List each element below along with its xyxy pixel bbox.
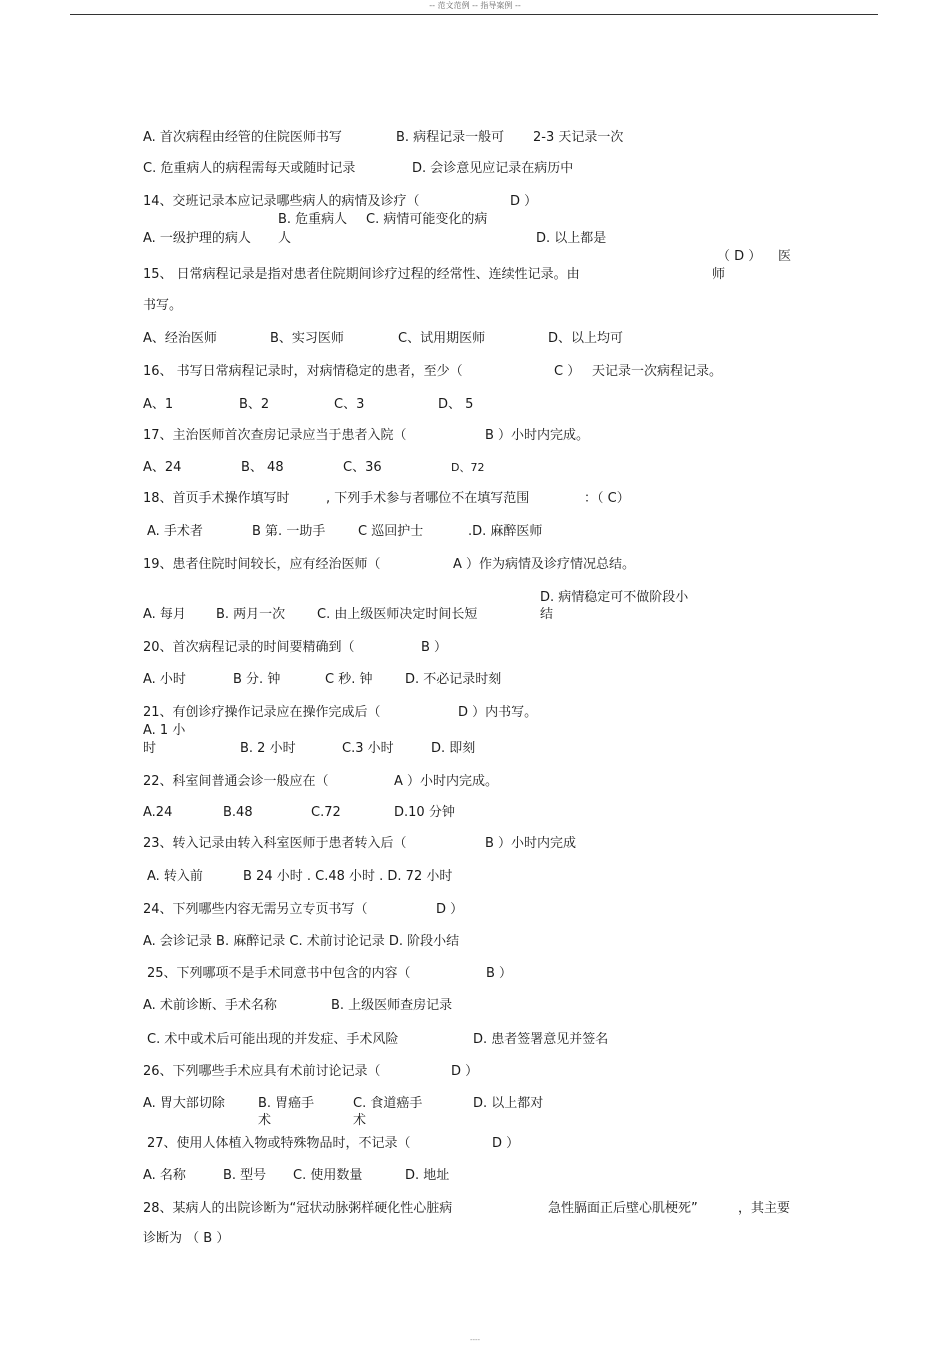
q22-option-c: C.72	[311, 805, 341, 820]
q15-option-b: B、实习医师	[270, 331, 344, 346]
q19-option-a: A. 每月	[143, 607, 186, 622]
q23-option-a: A. 转入前	[147, 869, 203, 884]
q17-option-d: D、72	[451, 461, 485, 474]
q18-option-c: C 巡回护士	[358, 524, 424, 539]
q23-stem: 23、转入记录由转入科室医师于患者转入后（	[143, 836, 407, 851]
q21-option-b: B. 2 小时	[240, 741, 296, 756]
q19-stem: 19、患者住院时间较长，应有经治医师（	[143, 557, 381, 572]
q17-answer: B ）小时内完成。	[485, 428, 590, 443]
q22-stem: 22、科室间普通会诊一般应在（	[143, 774, 329, 789]
q27-option-a: A. 名称	[143, 1168, 186, 1183]
q20-option-b: B 分. 钟	[233, 672, 281, 687]
q18-answer: ：（ C）	[584, 491, 630, 506]
q13-option-a: A. 首次病程由经管的住院医师书写	[143, 130, 342, 145]
q17-stem: 17、主治医师首次查房记录应当于患者入院（	[143, 428, 407, 443]
q19-answer: A ）作为病情及诊疗情况总结。	[453, 557, 636, 572]
q25-answer: B ）	[486, 966, 513, 981]
q26-option-b: B. 胃癌手	[258, 1096, 315, 1111]
q14-stem: 14、交班记录本应记录哪些病人的病情及诊疗（	[143, 194, 420, 209]
page-header: -- 范文范例 -- 指导案例 --	[429, 1, 521, 10]
q26-option-b-wrap: 术	[258, 1113, 272, 1128]
q24-options: A. 会诊记录 B. 麻醉记录 C. 术前讨论记录 D. 阶段小结	[143, 934, 460, 949]
q19-option-c: C. 由上级医师决定时间长短	[317, 607, 478, 622]
q25-option-a: A. 术前诊断、手术名称	[143, 998, 277, 1013]
q15-option-c: C、试用期医师	[398, 331, 486, 346]
q20-option-a: A. 小时	[143, 672, 186, 687]
q27-stem: 27、使用人体植入物或特殊物品时，不记录（	[147, 1136, 411, 1151]
q26-option-d: D. 以上都对	[473, 1096, 544, 1111]
q14-option-c: C. 病情可能变化的病	[366, 212, 488, 227]
q15-stem: 15、 日常病程记录是指对患者住院期间诊疗过程的经常性、连续性记录。由	[143, 267, 580, 282]
q21-answer: D ）内书写。	[458, 705, 538, 720]
q17-option-b: B、 48	[241, 460, 284, 475]
q14-option-b: B. 危重病人	[278, 212, 348, 227]
q21-option-c: C.3 小时	[342, 741, 394, 756]
q17-option-c: C、36	[343, 460, 382, 475]
q21-stem: 21、有创诊疗操作记录应在操作完成后（	[143, 705, 381, 720]
q22-option-d: D.10 分钟	[394, 805, 455, 820]
q18-stem: 18、首页手术操作填写时	[143, 491, 290, 506]
q20-option-d: D. 不必记录时刻	[405, 672, 502, 687]
q21-option-a-wrap: 时	[143, 741, 157, 756]
q14-option-a: A. 一级护理的病人	[143, 231, 251, 246]
page-footer: ----	[469, 1336, 481, 1344]
q19-option-d-wrap: 结	[540, 607, 554, 622]
q21-option-a: A. 1 小	[143, 723, 186, 738]
q26-option-a: A. 胃大部切除	[143, 1096, 225, 1111]
q15-tail-2: 师	[712, 267, 726, 282]
q16-answer: C ）	[554, 364, 581, 379]
q16-option-b: B、2	[239, 397, 270, 412]
q15-stem-2: 书写。	[143, 298, 183, 313]
q15-option-d: D、以上均可	[548, 331, 624, 346]
q20-answer: B ）	[421, 640, 448, 655]
q28-stem: 28、某病人的出院诊断为“冠状动脉粥样硬化性心脏病	[143, 1201, 453, 1216]
q24-answer: D ）	[436, 902, 464, 917]
q26-answer: D ）	[451, 1064, 479, 1079]
q18-option-d: .D. 麻醉医师	[468, 524, 543, 539]
q23-options-bcd: B 24 小时 . C.48 小时 . D. 72 小时	[243, 869, 453, 884]
q26-option-c-wrap: 术	[353, 1113, 367, 1128]
q16-option-c: C、3	[334, 397, 365, 412]
q18-stem-mid: , 下列手术参与者哪位不在填写范围	[326, 491, 530, 506]
q14-answer: D ）	[510, 194, 538, 209]
q15-option-a: A、经治医师	[143, 331, 217, 346]
header-rule	[70, 14, 878, 15]
q25-option-d: D. 患者签署意见并签名	[473, 1032, 609, 1047]
q25-option-c: C. 术中或术后可能出现的并发症、手术风险	[147, 1032, 399, 1047]
q28-stem-tail: ，其主要	[738, 1201, 791, 1216]
q16-stem: 16、 书写日常病程记录时，对病情稳定的患者，至少（	[143, 364, 463, 379]
q19-option-b: B. 两月一次	[216, 607, 286, 622]
q22-option-b: B.48	[223, 805, 253, 820]
q24-stem: 24、下列哪些内容无需另立专页书写（	[143, 902, 368, 917]
q16-tail: 天记录一次病程记录。	[592, 364, 723, 379]
q25-option-b: B. 上级医师查房记录	[331, 998, 453, 1013]
q20-option-c: C 秒. 钟	[325, 672, 373, 687]
q13-option-b-tail: 2-3 天记录一次	[533, 130, 624, 145]
q26-stem: 26、下列哪些手术应具有术前讨论记录（	[143, 1064, 381, 1079]
q25-stem: 25、下列哪项不是手术同意书中包含的内容（	[147, 966, 411, 981]
q13-option-d: D. 会诊意见应记录在病历中	[412, 161, 574, 176]
q15-tail-1: 医	[778, 249, 792, 264]
q18-option-b: B 第. 一助手	[252, 524, 326, 539]
q28-stem-2: 诊断为 （ B ）	[143, 1231, 230, 1246]
q21-option-d: D. 即刻	[431, 741, 476, 756]
q19-option-d: D. 病情稳定可不做阶段小	[540, 590, 689, 605]
q27-answer: D ）	[492, 1136, 520, 1151]
q20-stem: 20、首次病程记录的时间要精确到（	[143, 640, 355, 655]
q13-option-c: C. 危重病人的病程需每天或随时记录	[143, 161, 356, 176]
q16-option-d: D、 5	[438, 397, 474, 412]
q18-option-a: A. 手术者	[147, 524, 203, 539]
q17-option-a: A、24	[143, 460, 182, 475]
q26-option-c: C. 食道癌手	[353, 1096, 423, 1111]
q15-answer: （ D ）	[717, 249, 762, 264]
q14-option-d: D. 以上都是	[536, 231, 607, 246]
q16-option-a: A、1	[143, 397, 174, 412]
q27-option-d: D. 地址	[405, 1168, 450, 1183]
q14-option-c-wrap: 人	[278, 231, 292, 246]
q23-answer: B ）小时内完成	[485, 836, 577, 851]
q22-option-a: A.24	[143, 805, 173, 820]
q13-option-b: B. 病程记录一般可	[396, 130, 505, 145]
q27-option-c: C. 使用数量	[293, 1168, 363, 1183]
q22-answer: A ）小时内完成。	[394, 774, 499, 789]
q27-option-b: B. 型号	[223, 1168, 267, 1183]
q28-stem-mid: 急性膈面正后壁心肌梗死”	[548, 1201, 698, 1216]
